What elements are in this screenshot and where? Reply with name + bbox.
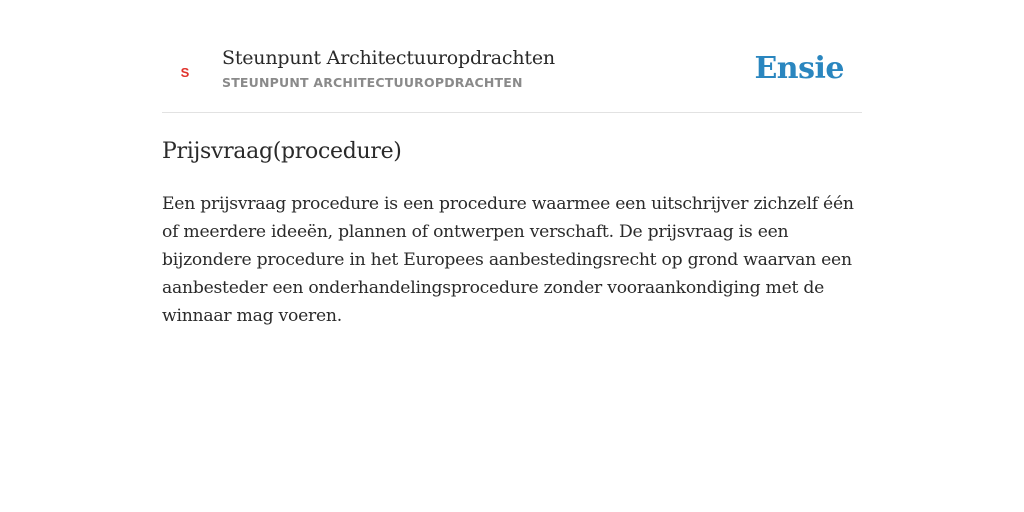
header: [162, 0, 862, 113]
ensie-brand-logo[interactable]: Ensie: [754, 51, 844, 86]
source-logo[interactable]: [162, 54, 208, 88]
source-logo-letter: s: [180, 60, 190, 82]
term-title: Prijsvraag(procedure): [162, 139, 402, 164]
definition-text: Een prijsvraag procedure is een procedure waarmee een uitschrijver zichzelf één of meerdere ideeën, plannen of ontwerpen verschaft. De prijsvraag is een bijzondere procedure in het Europees aanbestedingsrecht op grond waarvan een aanbesteder een onderhandelingsprocedure zonder vooraankondiging met de winnaar mag voeren.: [162, 194, 854, 326]
source-title-link[interactable]: Steunpunt Architectuuropdrachten: [222, 47, 555, 69]
source-subtitle: STEUNPUNT ARCHITECTUUROPDRACHTEN: [222, 75, 523, 90]
